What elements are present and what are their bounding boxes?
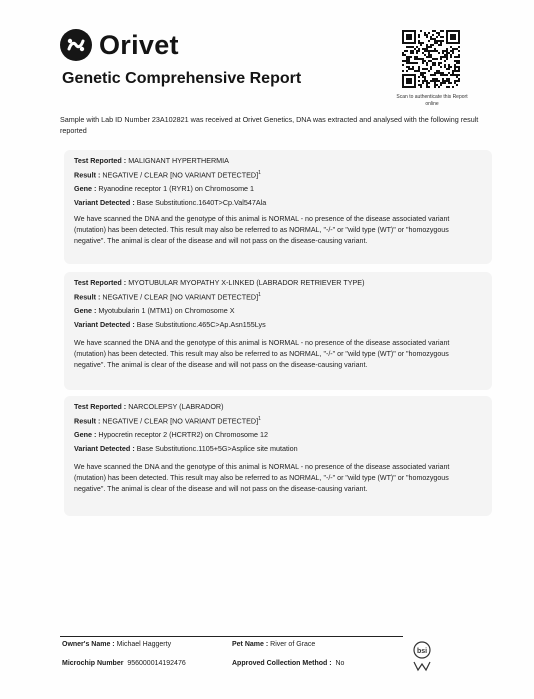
bsi-certification-icon [410, 640, 434, 674]
variant-row [74, 444, 298, 453]
variant-label: Variant Detected : [74, 198, 135, 207]
collection-method-label: Approved Collection Method : [232, 660, 332, 667]
orivet-logo-icon [60, 29, 92, 61]
gene-row [74, 184, 254, 193]
gene-row [74, 430, 268, 439]
result-value: NEGATIVE / CLEAR [NO VARIANT DETECTED] [102, 416, 259, 426]
result-row [74, 416, 261, 425]
test-result-card [64, 150, 492, 264]
result-label: Result : [74, 416, 101, 426]
result-row [74, 292, 261, 301]
result-footnote: 1 [258, 170, 261, 176]
owner-name-label: Owner's Name : [62, 641, 115, 648]
result-footnote: 1 [258, 416, 261, 422]
variant-label: Variant Detected : [74, 444, 135, 453]
variant-value: Base Substitutionc.465C>Ap.Asn155Lys [136, 320, 266, 329]
test-reported-row [74, 402, 224, 411]
result-label: Result : [74, 170, 101, 180]
gene-label: Gene : [74, 430, 97, 439]
variant-value: Base Substitutionc.1640T>Cp.Val547Ala [136, 198, 267, 207]
footer-divider [60, 636, 403, 637]
result-footnote: 1 [258, 292, 261, 298]
orivet-logo [60, 29, 179, 61]
owner-name-row [62, 641, 171, 648]
collection-method-row [232, 660, 344, 667]
variant-value: Base Substitutionc.1105+5G>Asplice site mutation [136, 444, 298, 453]
collection-method-value: No [335, 660, 345, 667]
qr-caption: Scan to authenticate this Report online [396, 94, 468, 107]
qr-code-icon[interactable] [402, 30, 460, 88]
variant-label: Variant Detected : [74, 320, 135, 329]
gene-value: Ryanodine receptor 1 (RYR1) on Chromosome 1 [98, 184, 255, 193]
intro-text: Sample with Lab ID Number 23A102821 was received at Orivet Genetics, DNA was extracted and analysed with the following result reported [60, 115, 479, 135]
brand-name: Orivet [99, 29, 179, 60]
test-reported-label: Test Reported : [74, 156, 127, 165]
result-description: We have scanned the DNA and the genotype of this animal is NORMAL - no presence of the disease associated variant (mutation) has been detected. This result may also be referred to as NORMAL, "-/-" or "wild type (WT)" or "homozygous negative". The animal is clear of the disease and will not pass on the disease-causing variant. [74, 339, 450, 369]
bsi-mark: bsi [416, 648, 428, 655]
microchip-value: 956000014192476 [127, 660, 186, 667]
result-description: We have scanned the DNA and the genotype of this animal is NORMAL - no presence of the disease associated variant (mutation) has been detected. This result may also be referred to as NORMAL, "-/-" or "wild type (WT)" or "homozygous negative". The animal is clear of the disease and will not pass on the disease-causing variant. [74, 463, 450, 493]
variant-row [74, 320, 266, 329]
variant-row [74, 198, 266, 207]
result-label: Result : [74, 292, 101, 302]
gene-value: Myotubularin 1 (MTM1) on Chromosome X [98, 306, 235, 315]
test-result-card [64, 396, 492, 516]
microchip-label: Microchip Number [62, 660, 124, 667]
test-reported-value: NARCOLEPSY (LABRADOR) [128, 402, 224, 411]
microchip-row [62, 660, 186, 667]
result-value: NEGATIVE / CLEAR [NO VARIANT DETECTED] [102, 170, 259, 180]
gene-label: Gene : [74, 306, 97, 315]
result-description: We have scanned the DNA and the genotype of this animal is NORMAL - no presence of the disease associated variant (mutation) has been detected. This result may also be referred to as NORMAL, "-/-" or "wild type (WT)" or "homozygous negative". The animal is clear of the disease and will not pass on the disease-causing variant. [74, 215, 450, 245]
pet-name-label: Pet Name : [232, 641, 269, 648]
pet-name-row [232, 641, 315, 648]
test-reported-value: MALIGNANT HYPERTHERMIA [128, 156, 229, 165]
result-row [74, 170, 261, 179]
result-value: NEGATIVE / CLEAR [NO VARIANT DETECTED] [102, 292, 259, 302]
gene-value: Hypocretin receptor 2 (HCRTR2) on Chromosome 12 [98, 430, 269, 439]
gene-label: Gene : [74, 184, 97, 193]
test-reported-value: MYOTUBULAR MYOPATHY X-LINKED (LABRADOR RETRIEVER TYPE) [128, 278, 365, 287]
test-reported-row [74, 156, 229, 165]
test-reported-row [74, 278, 365, 287]
gene-row [74, 306, 235, 315]
test-result-card [64, 272, 492, 390]
owner-name-value: Michael Haggerty [116, 641, 172, 648]
report-title: Genetic Comprehensive Report [62, 70, 302, 87]
test-reported-label: Test Reported : [74, 402, 127, 411]
pet-name-value: River of Grace [270, 641, 316, 648]
test-reported-label: Test Reported : [74, 278, 127, 287]
